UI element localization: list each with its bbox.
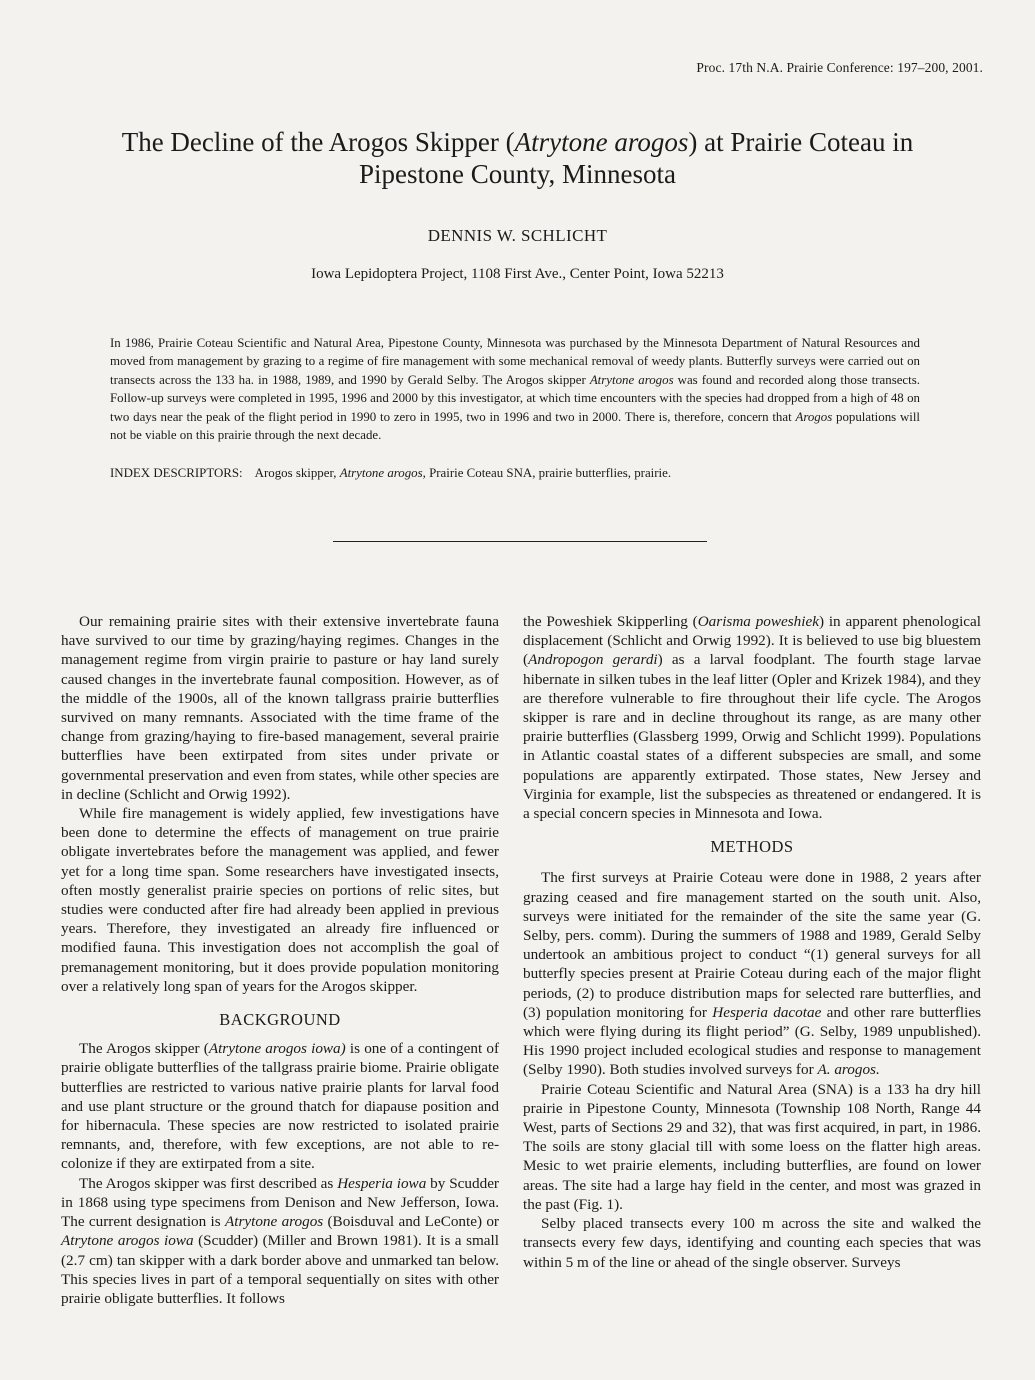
- methods-heading: METHODS: [710, 837, 794, 857]
- background-paragraph: The Arogos skipper (Atrytone arogos iowa) is one of a contingent of prairie obligate butterflies of the tallgrass prairie biome. Prairie obligate butterflies are restricted to various native prairie plants for larval food and use plant structure or the ground thatch for diapause position and for hibernacula. These species are now restricted to isolated prairie remnants, and, therefore, with few exceptions, are not able to re-colonize if they are extirpated from a site.: [61, 1040, 499, 1173]
- abstract-paragraph: In 1986, Prairie Coteau Scientific and Natural Area, Pipestone County, Minnesota was purchased by the Minnesota Department of Natural Resources and moved from management by grazing to a regime of fire management with some mechanical removal of weedy plants. Butterfly surveys were carried out on transects across the 133 ha. in 1988, 1989, and 1990 by Gerald Selby. The Arogos skipper Atrytone arogos was found and recorded along those transects. Follow-up surveys were completed in 1995, 1996 and 2000 by this investigator, at which time encounters with the species had dropped from a high of 48 on two days near the peak of the flight period in 1990 to zero in 1995, two in 1996 and two in 2000. There is, therefore, concern that Arogos populations will not be viable on this prairie through the next decade.: [110, 336, 920, 443]
- background-heading: BACKGROUND: [219, 1010, 341, 1030]
- methods-paragraph: Selby placed transects every 100 m across the site and walked the transects every few days, identifying and counting each species that was within 5 m of the line or ahead of the single observer. Surveys: [523, 1215, 981, 1271]
- methods-paragraph: The first surveys at Prairie Coteau were done in 1988, 2 years after grazing ceased and fire management started on the south unit. Also, surveys were initiated for the remainder of the site the same year (G. Selby, pers. comm). During the summers of 1988 and 1989, Gerald Selby undertook an ambitious project to conduct “(1) general surveys for all butterfly species present at Prairie Coteau during each of the major flight periods, (2) to produce distribution maps for selected rare butterflies, and (3) population monitoring for Hesperia dacotae and other rare butterflies which were flying during its flight period” (G. Selby, 1989 unpublished). His 1990 project included ecological studies and response to management (Selby 1990). Both studies involved surveys for A. arogos.: [523, 869, 981, 1079]
- right-column: [523, 612, 981, 1272]
- author-name: DENNIS W. SCHLICHT: [427, 226, 608, 245]
- index-label: INDEX DESCRIPTORS:: [110, 466, 243, 480]
- abstract: [110, 334, 920, 444]
- index-descriptors: INDEX DESCRIPTORS: Arogos skipper, Atrytone arogos, Prairie Coteau SNA, prairie butterflies, prairie.: [110, 466, 672, 480]
- background-paragraph: The Arogos skipper was first described as Hesperia iowa by Scudder in 1868 using type specimens from Denison and New Jefferson, Iowa. The current designation is Atrytone arogos (Boisduval and LeConte) or Atrytone arogos iowa (Scudder) (Miller and Brown 1981). It is a small (2.7 cm) tan skipper with a dark border above and unmarked tan below. This species lives in part of a temporal sequentially on sites with other prairie obligate butterflies. It follows: [61, 1174, 499, 1307]
- citation-header: Proc. 17th N.A. Prairie Conference: 197–200, 2001.: [696, 60, 983, 75]
- intro-paragraph: Our remaining prairie sites with their extensive invertebrate fauna have survived to our time by grazing/haying regimes. Changes in the management regime from virgin prairie to pasture or hay land surely caused changes in the invertebrate faunal composition. However, as of the middle of the 1900s, all of the known tallgrass prairie butterflies survived on many remnants. Associated with the time frame of the change from grazing/haying to fire-based management, several prairie butterflies have been extirpated from sites under private or governmental preservation and even from states, while other species are in decline (Schlicht and Orwig 1992).: [61, 613, 499, 803]
- section-divider: [333, 541, 707, 542]
- author-affiliation: Iowa Lepidoptera Project, 1108 First Ave., Center Point, Iowa 52213: [311, 266, 724, 282]
- paper-title: The Decline of the Arogos Skipper (Atrytone arogos) at Prairie Coteau in Pipestone County, Minnesota: [121, 127, 914, 189]
- left-column: [61, 612, 499, 1308]
- methods-paragraph: Prairie Coteau Scientific and Natural Area (SNA) is a 133 ha dry hill prairie in Pipestone County, Minnesota (Township 108 North, Range 44 West, parts of Sections 29 and 32), that was first acquired, in part, in 1986. The soils are stony glacial till with some loess on the flatter high areas. Mesic to wet prairie elements, including butterflies, are found on lower areas. The site had a large hay field in the center, and most was grazed in the past (Fig. 1).: [523, 1080, 981, 1213]
- intro-paragraph: While fire management is widely applied, few investigations have been done to determine the effects of management on true prairie obligate invertebrates before the management was applied, and fewer yet for a long time span. Some researchers have investigated insects, often mostly generalist prairie species on portions of relic sites, but studies were conducted after fire had already been applied in previous years. Therefore, they investigated an already fire influenced or modified fauna. This investigation does not accomplish the goal of premanagement monitoring, but it does provide population monitoring over a relatively long span of years for the Arogos skipper.: [61, 805, 499, 995]
- background-continued-paragraph: the Poweshiek Skipperling (Oarisma poweshiek) in apparent phenological displacement (Schlicht and Orwig 1992). It is believed to use big bluestem (Andropogon gerardi) as a larval foodplant. The fourth stage larvae hibernate in silken tubes in the leaf litter (Opler and Krizek 1984), and they are therefore vulnerable to fire throughout their life cycle. The Arogos skipper is rare and in decline throughout its range, as are many other prairie butterflies (Glassberg 1999, Orwig and Schlicht 1999). Populations in Atlantic coastal states of a different subspecies are small, and some populations are apparently extirpated. Those states, New Jersey and Virginia for example, list the subspecies as threatened or endangered. It is a special concern species in Minnesota and Iowa.: [523, 613, 982, 823]
